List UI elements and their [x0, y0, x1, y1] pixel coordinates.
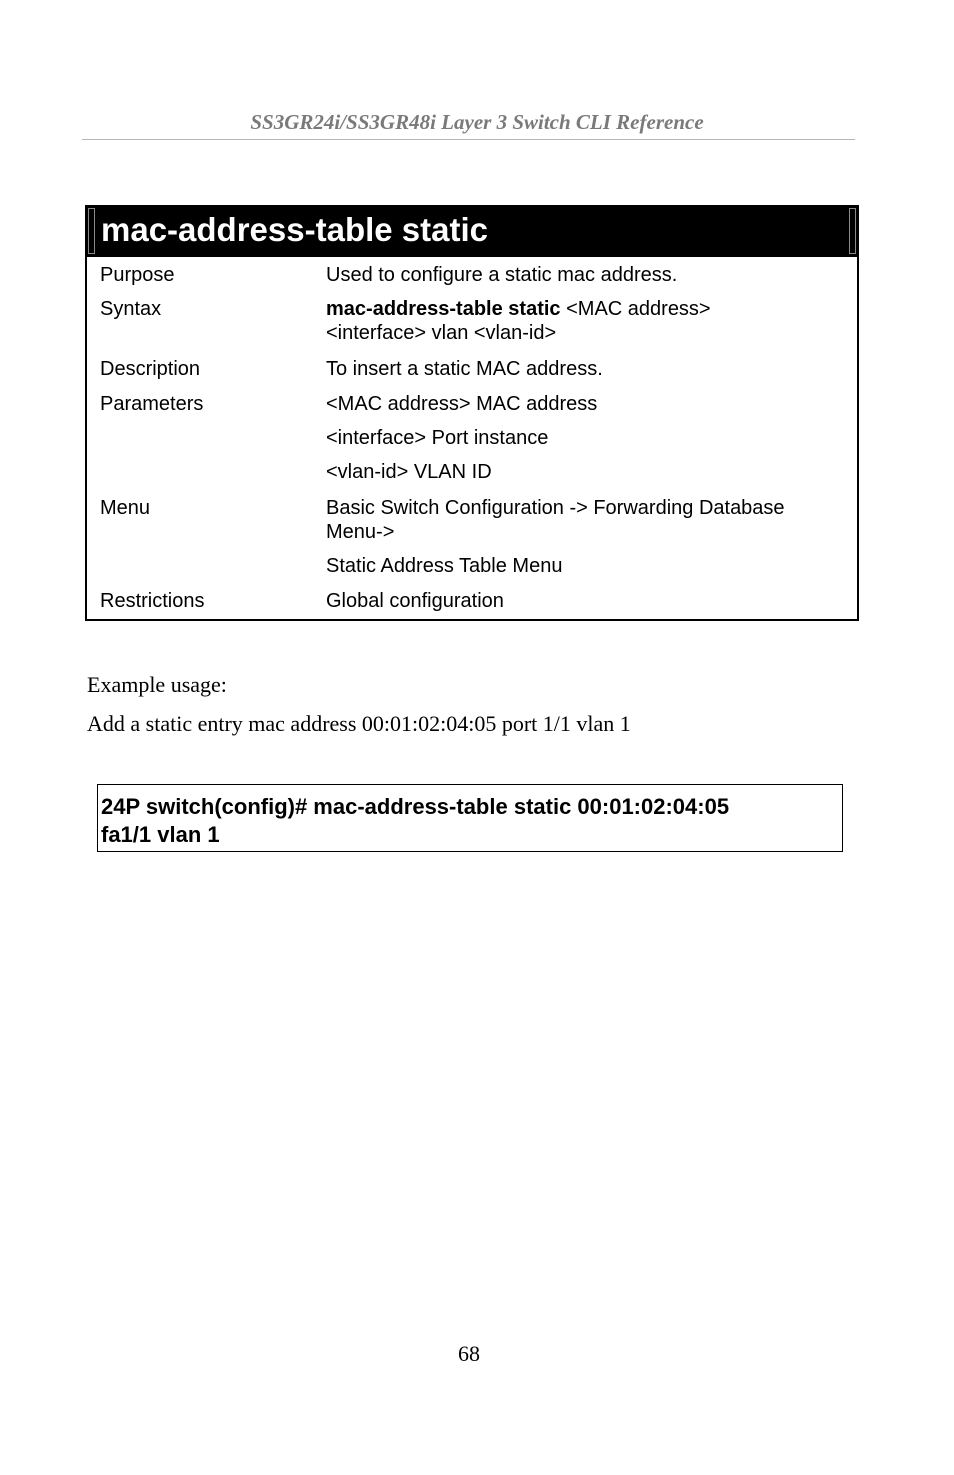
restrictions-label: Restrictions	[100, 590, 205, 612]
example-description: Add a static entry mac address 00:01:02:04:05 port 1/1 vlan 1	[87, 711, 631, 736]
purpose-value: Used to configure a static mac address.	[326, 264, 678, 286]
description-value: To insert a static MAC address.	[326, 358, 603, 380]
description-label: Description	[100, 358, 201, 380]
command-title: mac-address-table static	[101, 211, 488, 248]
parameter-mac-address: <MAC address> MAC address	[326, 393, 598, 415]
parameter-vlan-id: <vlan-id> VLAN ID	[326, 461, 492, 483]
page-number: 68	[458, 1341, 480, 1366]
syntax-command-keyword: mac-address-table static	[326, 298, 561, 320]
parameter-interface: <interface> Port instance	[326, 427, 549, 449]
command-title-bar	[85, 205, 859, 257]
syntax-label: Syntax	[100, 298, 162, 320]
syntax-args-line2: <interface> vlan <vlan-id>	[326, 322, 557, 344]
menu-path: Basic Switch Configuration -> Forwarding Database Menu->	[326, 497, 785, 543]
menu-label: Menu	[100, 497, 151, 519]
title-bar-left-edge	[88, 208, 95, 254]
command-table	[85, 205, 859, 621]
title-bar-right-edge	[849, 208, 856, 254]
purpose-label: Purpose	[100, 264, 175, 286]
example-code-line-1: 24P switch(config)# mac-address-table static 00:01:02:04:05	[101, 794, 730, 819]
header-divider	[82, 139, 855, 140]
parameters-label: Parameters	[100, 393, 204, 415]
example-code-line-2: fa1/1 vlan 1	[101, 822, 220, 847]
example-code-box	[97, 784, 843, 852]
menu-path-2: Static Address Table Menu	[326, 555, 563, 577]
restrictions-value: Global configuration	[326, 590, 504, 612]
running-header: SS3GR24i/SS3GR48i Layer 3 Switch CLI Reference	[250, 110, 704, 134]
syntax-value	[326, 297, 846, 345]
syntax-args: <MAC address>	[560, 298, 711, 320]
example-heading: Example usage:	[87, 672, 227, 697]
